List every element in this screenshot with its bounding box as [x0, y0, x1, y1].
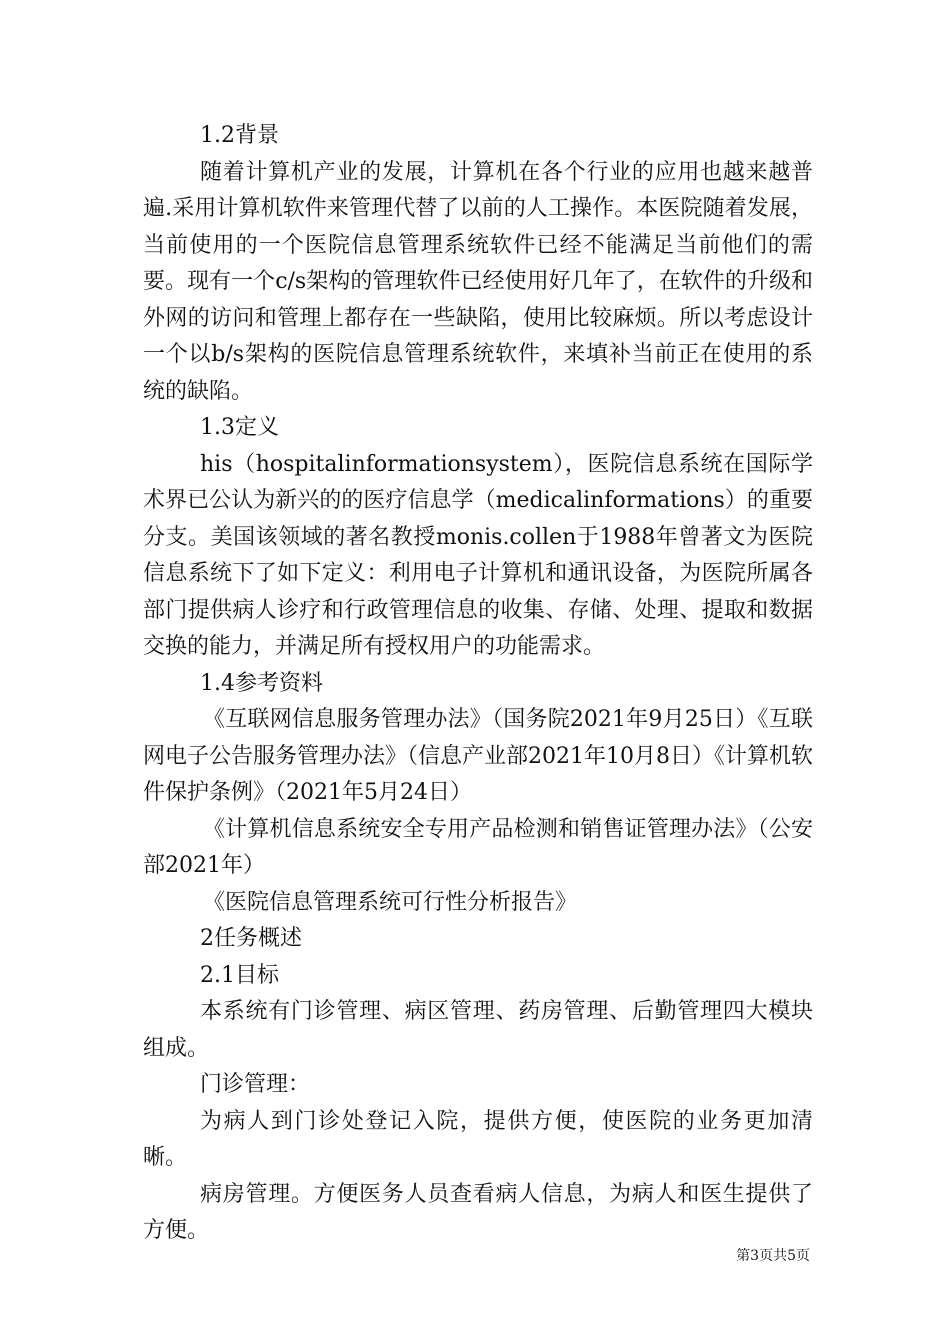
paragraph-references-3: 《医院信息管理系统可行性分析报告》: [203, 889, 578, 915]
section-heading-goal: 2.1目标: [200, 962, 279, 988]
section-heading-task-overview: 2任务概述: [200, 926, 302, 951]
paragraph-references-1: 《互联网信息服务管理办法》（国务院2021年9月25日）《互联网电子公告服务管理办法》（信息产业部2021年10月8日）《计算机软件保护条例》（2021年5月24日）: [143, 707, 813, 805]
paragraph-background: 随着计算机产业的发展，计算机在各个行业的应用也越来越普遍.采用计算机软件来管理代替了以前的人工操作。本医院随着发展，当前使用的一个医院信息管理系统软件已经不能满足当前他们的需要。现有一个c/s架构的管理软件已经使用好几年了，在软件的升级和外网的访问和管理上都存在一些缺陷，使用比较麻烦。所以考虑设计一个以b/s架构的医院信息管理系统软件，来填补当前正在使用的系统的缺陷。: [143, 159, 813, 404]
paragraph-outpatient-title: 门诊管理：: [200, 1072, 311, 1097]
paragraph-outpatient: 为病人到门诊处登记入院，提供方便，使医院的业务更加清晰。: [143, 1108, 813, 1170]
paragraph-references-2: 《计算机信息系统安全专用产品检测和销售证管理办法》（公安部2021年）: [143, 816, 813, 878]
page-number: 第3页共5页: [736, 1248, 810, 1264]
section-heading-background: 1.2背景: [200, 123, 279, 148]
section-heading-definition: 1.3定义: [200, 415, 279, 440]
paragraph-modules: 本系统有门诊管理、病区管理、药房管理、后勤管理四大模块组成。: [143, 999, 813, 1061]
paragraph-ward: 病房管理。方便医务人员查看病人信息，为病人和医生提供了方便。: [143, 1181, 813, 1243]
section-heading-references: 1.4参考资料: [200, 670, 323, 696]
paragraph-definition: his（hospitalinformationsystem），医院信息系统在国际学术界已公认为新兴的的医疗信息学（medicalinformations）的重要分支。美国该领域的著名教授monis.collen于1988年曾著文为医院信息系统下了如下定义：利用电子计算机和通讯设备，为医院所属各部门提供病人诊疗和行政管理信息的收集、存储、处理、提取和数据交换的能力，并满足所有授权用户的功能需求。: [143, 451, 813, 659]
document-body: [143, 118, 813, 1250]
